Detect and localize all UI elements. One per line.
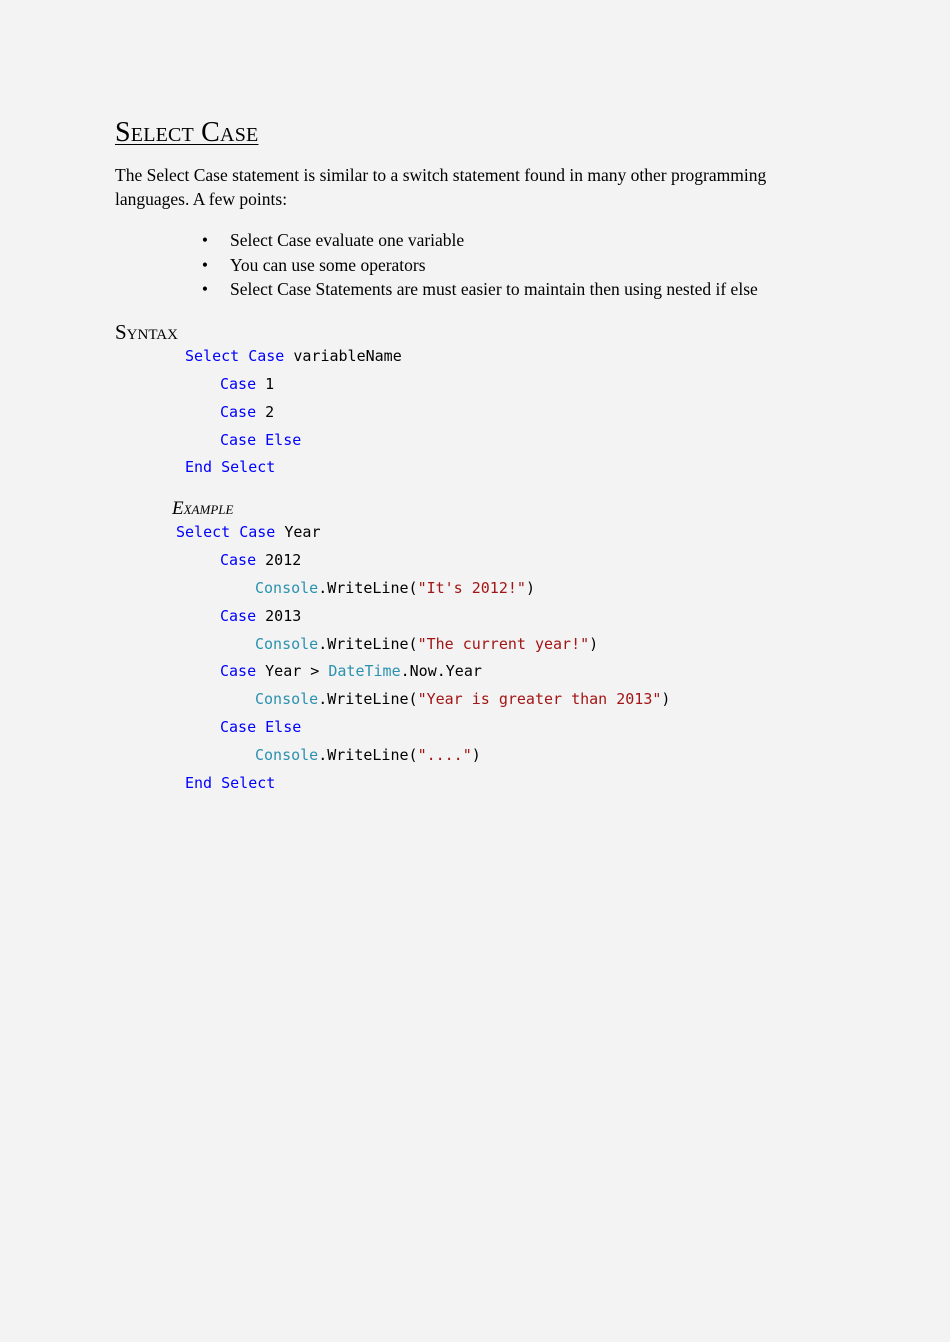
bullet-icon: • bbox=[201, 230, 209, 250]
code-line bbox=[176, 522, 321, 542]
page-title: Select Case bbox=[115, 117, 259, 148]
code-keyword: Case bbox=[220, 607, 257, 625]
code-line bbox=[220, 402, 274, 422]
code-keyword: Case bbox=[220, 551, 257, 569]
syntax-heading: Syntax bbox=[115, 320, 178, 344]
code-string: "The current year!" bbox=[417, 635, 590, 653]
list-item-text: Select Case evaluate one variable bbox=[230, 230, 465, 250]
code-text: Year > bbox=[256, 662, 329, 680]
code-keyword: Case bbox=[220, 375, 257, 393]
code-keyword: End Select bbox=[185, 774, 276, 792]
code-keyword: Select Case bbox=[185, 347, 285, 365]
list-item bbox=[200, 253, 758, 278]
code-text: .Now.Year bbox=[400, 662, 482, 680]
intro-paragraph: The Select Case statement is similar to a switch statement found in many other programming languages. A few points: bbox=[115, 165, 767, 209]
code-text: .WriteLine( bbox=[318, 635, 418, 653]
code-text: .WriteLine( bbox=[318, 690, 418, 708]
code-text: .WriteLine( bbox=[318, 579, 418, 597]
list-item-text: You can use some operators bbox=[230, 254, 426, 275]
code-string: "...." bbox=[417, 746, 472, 764]
code-type: Console bbox=[255, 690, 319, 708]
code-text: ) bbox=[661, 690, 671, 708]
code-line bbox=[220, 430, 301, 450]
code-type: DateTime bbox=[328, 662, 401, 680]
code-line bbox=[220, 606, 301, 626]
code-text: 2 bbox=[256, 403, 275, 421]
code-text: 2012 bbox=[256, 551, 302, 569]
code-line bbox=[255, 578, 535, 598]
code-text: ) bbox=[471, 746, 481, 764]
code-line bbox=[220, 550, 301, 570]
code-line bbox=[255, 634, 598, 654]
code-text: variableName bbox=[284, 347, 402, 365]
code-line bbox=[255, 689, 670, 709]
code-line bbox=[220, 717, 301, 737]
list-item bbox=[200, 277, 758, 302]
bullet-icon: • bbox=[201, 279, 209, 299]
code-type: Console bbox=[255, 635, 319, 653]
code-keyword: Case bbox=[220, 662, 257, 680]
code-line bbox=[185, 457, 275, 477]
code-string: "It's 2012!" bbox=[417, 579, 526, 597]
code-type: Console bbox=[255, 746, 319, 764]
code-keyword: Case Else bbox=[220, 431, 302, 449]
list-item-text: Select Case Statements are must easier to maintain then using nested if else bbox=[230, 279, 758, 299]
code-line bbox=[220, 661, 482, 681]
code-type: Console bbox=[255, 579, 319, 597]
code-text: 1 bbox=[256, 375, 275, 393]
example-heading: Example bbox=[172, 498, 234, 519]
code-keyword: Case Else bbox=[220, 718, 302, 736]
code-line bbox=[255, 745, 481, 765]
code-line bbox=[185, 346, 402, 366]
code-string: "Year is greater than 2013" bbox=[417, 690, 662, 708]
code-text: ) bbox=[525, 579, 535, 597]
list-item bbox=[200, 228, 758, 253]
code-keyword: Case bbox=[220, 403, 257, 421]
code-text: Year bbox=[275, 523, 321, 541]
bullet-icon: • bbox=[201, 254, 209, 275]
code-keyword: Select Case bbox=[176, 523, 276, 541]
code-text: .WriteLine( bbox=[318, 746, 418, 764]
code-text: ) bbox=[589, 635, 599, 653]
code-line bbox=[185, 773, 275, 793]
code-keyword: End Select bbox=[185, 458, 276, 476]
code-line bbox=[220, 374, 274, 394]
code-text: 2013 bbox=[256, 607, 302, 625]
points-list bbox=[200, 228, 758, 302]
